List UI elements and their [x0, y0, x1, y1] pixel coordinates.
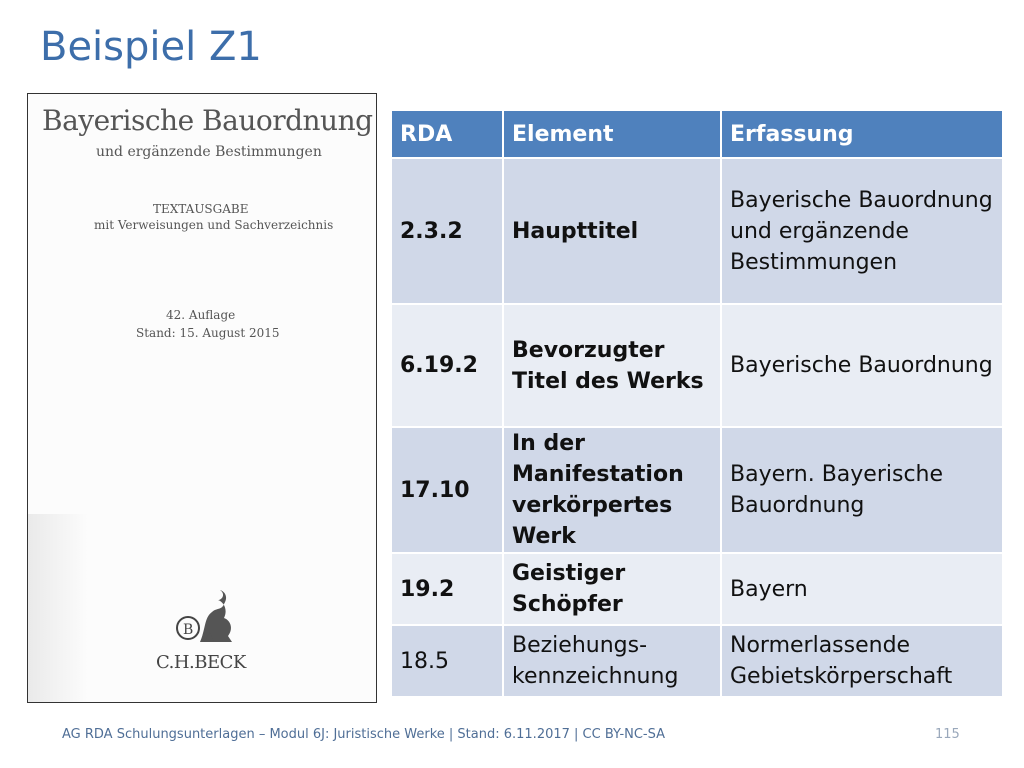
book-cover-image [27, 93, 377, 703]
cell-rda: 6.19.2 [391, 304, 503, 427]
cell-erfassung: Bayern [721, 553, 1003, 625]
footer-text: AG RDA Schulungsunterlagen – Modul 6J: Juristische Werke | Stand: 6.11.2017 | CC BY-NC-SA [62, 727, 666, 742]
table-row [391, 158, 1003, 304]
cell-element: In der Manifestation verkörpertes Werk [503, 427, 721, 553]
header-rda: RDA [391, 110, 503, 158]
cover-refs: mit Verweisungen und Sachverzeichnis [94, 218, 334, 232]
cover-stand: Stand: 15. August 2015 [136, 326, 280, 340]
cell-erfassung: Bayern. Bayerische Bauordnung [721, 427, 1003, 553]
cell-rda: 2.3.2 [391, 158, 503, 304]
table-row [391, 427, 1003, 553]
cover-edition-type: TEXTAUSGABE [153, 202, 249, 216]
slide-title: Beispiel Z1 [40, 24, 262, 70]
cell-element: Bevorzugter Titel des Werks [503, 304, 721, 427]
griffin-logo-icon [166, 588, 246, 648]
cell-rda: 18.5 [391, 625, 503, 697]
table-row [391, 625, 1003, 697]
cover-publisher: C.H.BECK [156, 652, 246, 673]
cell-element: Geistiger Schöpfer [503, 553, 721, 625]
cover-auflage: 42. Auflage [166, 308, 236, 322]
cell-rda: 19.2 [391, 553, 503, 625]
cell-erfassung: Bayerische Bauordnung und ergänzende Bestimmungen [721, 158, 1003, 304]
cell-element: Beziehungs-kennzeichnung [503, 625, 721, 697]
cover-subtitle: und ergänzende Bestimmungen [96, 144, 322, 160]
cover-title: Bayerische Bauordnung [42, 104, 373, 137]
header-erfassung: Erfassung [721, 110, 1003, 158]
table-row [391, 553, 1003, 625]
page-number: 115 [935, 727, 960, 742]
table-row [391, 304, 1003, 427]
cell-rda: 17.10 [391, 427, 503, 553]
header-element: Element [503, 110, 721, 158]
scan-smudge [28, 514, 88, 703]
svg-text:B: B [183, 622, 194, 638]
cell-erfassung: Bayerische Bauordnung [721, 304, 1003, 427]
table-header-row [391, 110, 1003, 158]
cell-erfassung: Normerlassende Gebietskörperschaft [721, 625, 1003, 697]
cell-element: Haupttitel [503, 158, 721, 304]
rda-table [390, 109, 1004, 698]
